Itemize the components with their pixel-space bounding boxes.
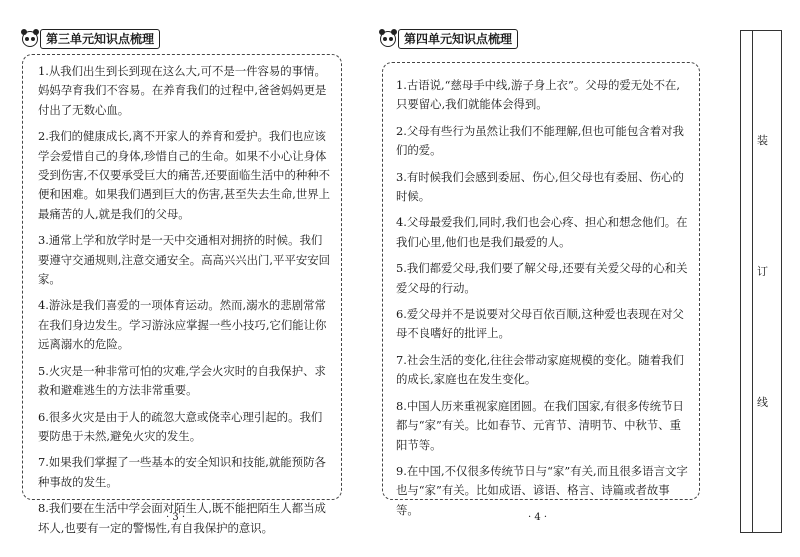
binding-margin-frame [740, 30, 782, 533]
binding-char-ding: 订 [757, 265, 768, 278]
list-item: 8.中国人历来重视家庭团圆。在我们国家,有很多传统节日都与“家”有关。比如春节、元宵节、清明节、中秋节、重阳节等。 [396, 398, 684, 452]
list-item: 3.通常上学和放学时是一天中交通相对拥挤的时候。我们要遵守交通规则,注意交通安全。高高兴兴出门,平平安安回家。 [38, 233, 331, 287]
right-item-list [396, 76, 690, 527]
right-section-title: 第四单元知识点梳理 [398, 29, 518, 49]
list-item: 2.父母有些行为虽然让我们不能理解,但也可能包含着对我们的爱。 [396, 123, 684, 158]
panda-icon [380, 31, 396, 47]
binding-char-xian: 线 [757, 396, 768, 409]
list-item: 4.游泳是我们喜爱的一项体育运动。然而,溺水的悲剧常常在我们身边发生。学习游泳应掌握一些小技巧,它们能让你远离溺水的危险。 [38, 298, 327, 352]
list-item: 6.爱父母并不是说要对父母百依百顺,这种爱也表现在对父母不良嗜好的批评上。 [396, 307, 684, 341]
list-item: 1.古语说,“慈母手中线,游子身上衣”。父母的爱无处不在,只要留心,我们就能体会得到。 [396, 78, 680, 112]
list-item: 8.我们要在生活中学会面对陌生人,既不能把陌生人都当成坏人,也要有一定的警惕性,有自我保护的意识。 [38, 501, 326, 535]
list-item: 4.父母最爱我们,同时,我们也会心疼、担心和想念他们。在我们心里,他们也是我们最爱的人。 [396, 215, 688, 249]
list-item: 1.从我们出生到长到现在这么大,可不是一件容易的事情。妈妈孕育我们不容易。在养育我们的过程中,爸爸妈妈更是付出了无数心血。 [38, 64, 327, 117]
binding-char-zhuang: 装 [757, 134, 768, 147]
left-section-header [22, 28, 160, 50]
left-item-list [38, 62, 332, 545]
list-item: 3.有时候我们会感到委屈、伤心,但父母也有委屈、伤心的时候。 [396, 169, 684, 204]
list-item: 6.很多火灾是由于人的疏忽大意或侥幸心理引起的。我们要防患于未然,避免火灾的发生。 [38, 409, 323, 443]
left-section-title: 第三单元知识点梳理 [40, 29, 160, 49]
left-page-number: · 3 · [166, 512, 186, 523]
list-item: 7.如果我们掌握了一些基本的安全知识和技能,就能预防各种事故的发生。 [38, 455, 326, 489]
list-item: 5.我们都爱父母,我们要了解父母,还要有关爱父母的心和关爱父母的行动。 [396, 261, 688, 295]
list-item: 5.火灾是一种非常可怕的灾难,学会火灾时的自我保护、求救和避难逃生的方法非常重要。 [38, 363, 326, 398]
binding-margin-line [752, 30, 753, 533]
right-page-number: · 4 · [528, 512, 548, 523]
list-item: 7.社会生活的变化,往往会带动家庭规模的变化。随着我们的成长,家庭也在发生变化。 [396, 352, 684, 387]
panda-icon [22, 31, 38, 47]
list-item: 9.在中国,不仅很多传统节日与“家”有关,而且很多语言文字也与“家”有关。比如成语、谚语、格言、诗篇或者故事等。 [396, 463, 688, 517]
right-section-header [380, 28, 518, 50]
list-item: 2.我们的健康成长,离不开家人的养育和爱护。我们也应该学会爱惜自己的身体,珍惜自己的生命。如果不小心让身体受到伤害,不仅要承受巨大的痛苦,还要面临生活中的种种不便和困难。如果我们遇到巨大的伤害,甚至失去生命,世界上最痛苦的人,就是我们的父母。 [38, 129, 331, 221]
